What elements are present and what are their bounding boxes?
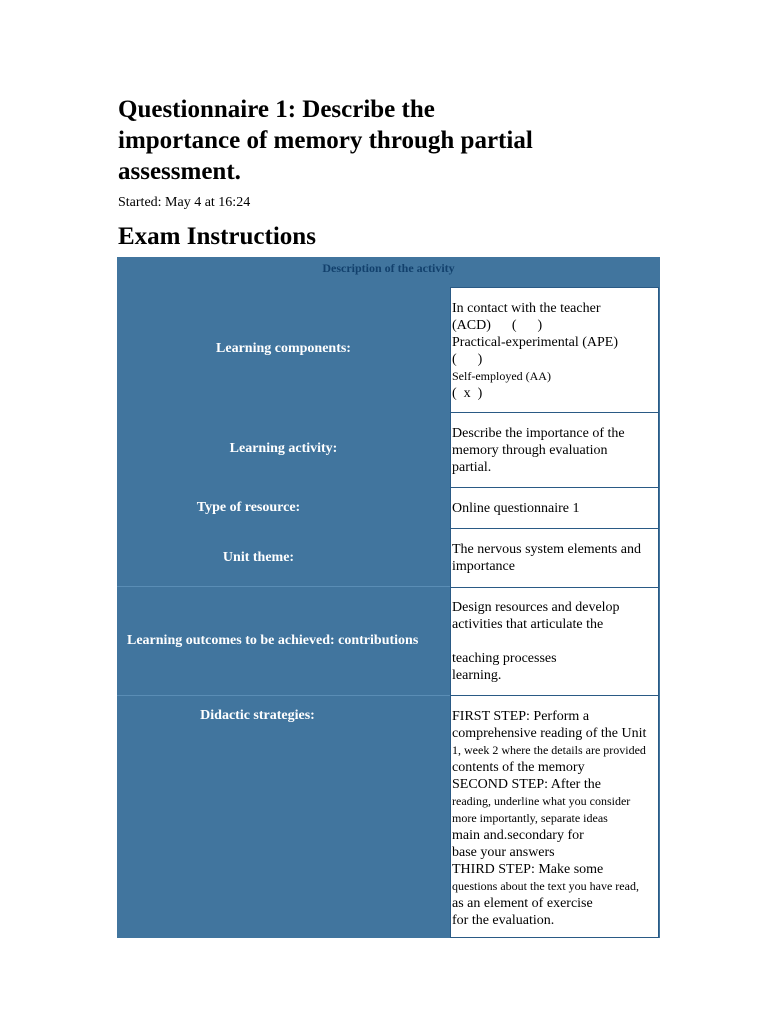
value-line: Describe the importance of the <box>452 426 625 441</box>
row-value-learning-activity <box>450 412 659 488</box>
value-line: as an element of exercise <box>452 896 593 911</box>
row-value-didactic-strategies <box>450 695 659 938</box>
value-line: Practical-experimental (APE) <box>452 335 618 350</box>
value-line: for the evaluation. <box>452 913 555 928</box>
row-label-didactic-strategies: Didactic strategies: <box>200 708 315 723</box>
value-line: learning. <box>452 668 502 683</box>
value-line: THIRD STEP: Make some <box>452 862 604 877</box>
row-separator <box>117 586 450 587</box>
table-header: Description of the activity <box>322 261 455 275</box>
value-line: importance <box>452 559 515 574</box>
row-label-learning-outcomes: Learning outcomes to be achieved: contributions <box>127 633 419 648</box>
value-line: contents of the memory <box>452 760 585 775</box>
row-label-learning-activity: Learning activity: <box>229 441 338 456</box>
value-line: memory through evaluation <box>452 443 608 458</box>
row-value-unit-theme <box>450 528 659 588</box>
value-line: activities that articulate the <box>452 617 604 632</box>
value-line: Online questionnaire 1 <box>452 501 580 516</box>
row-label-type-of-resource: Type of resource: <box>196 500 301 515</box>
section-title: Exam Instructions <box>118 223 316 250</box>
value-line: In contact with the teacher <box>452 301 601 316</box>
value-line: (ACD) ( ) <box>452 318 543 333</box>
value-line: partial. <box>452 460 492 475</box>
row-separator <box>117 695 450 696</box>
value-line: comprehensive reading of the Unit <box>452 726 647 741</box>
value-line: The nervous system elements and <box>452 542 641 557</box>
value-line: SECOND STEP: After the <box>452 777 601 792</box>
value-line: questions about the text you have read, <box>452 879 639 893</box>
activity-table <box>117 257 660 938</box>
value-line: Design resources and develop <box>452 600 620 615</box>
page-title: Questionnaire 1: Describe the importance of memory through partial assessment. <box>118 96 533 185</box>
value-line: main and.secondary for <box>452 828 584 843</box>
row-label-unit-theme: Unit theme: <box>222 550 295 565</box>
started-timestamp: Started: May 4 at 16:24 <box>118 195 251 210</box>
value-line: FIRST STEP: Perform a <box>452 709 590 724</box>
row-value-type-of-resource <box>450 487 659 529</box>
value-line: ( ) <box>452 352 483 367</box>
value-line: base your answers <box>452 845 555 860</box>
value-line: teaching processes <box>452 651 557 666</box>
row-value-learning-outcomes <box>450 587 659 696</box>
value-line: 1, week 2 where the details are provided <box>452 743 646 757</box>
value-line: more importantly, separate ideas <box>452 811 608 825</box>
value-line: reading, underline what you consider <box>452 794 631 808</box>
value-line: Self-employed (AA) <box>452 369 551 383</box>
row-value-learning-components <box>450 287 659 413</box>
value-line <box>452 633 658 650</box>
row-label-learning-components: Learning components: <box>216 341 351 356</box>
value-line: ( x ) <box>452 386 483 401</box>
